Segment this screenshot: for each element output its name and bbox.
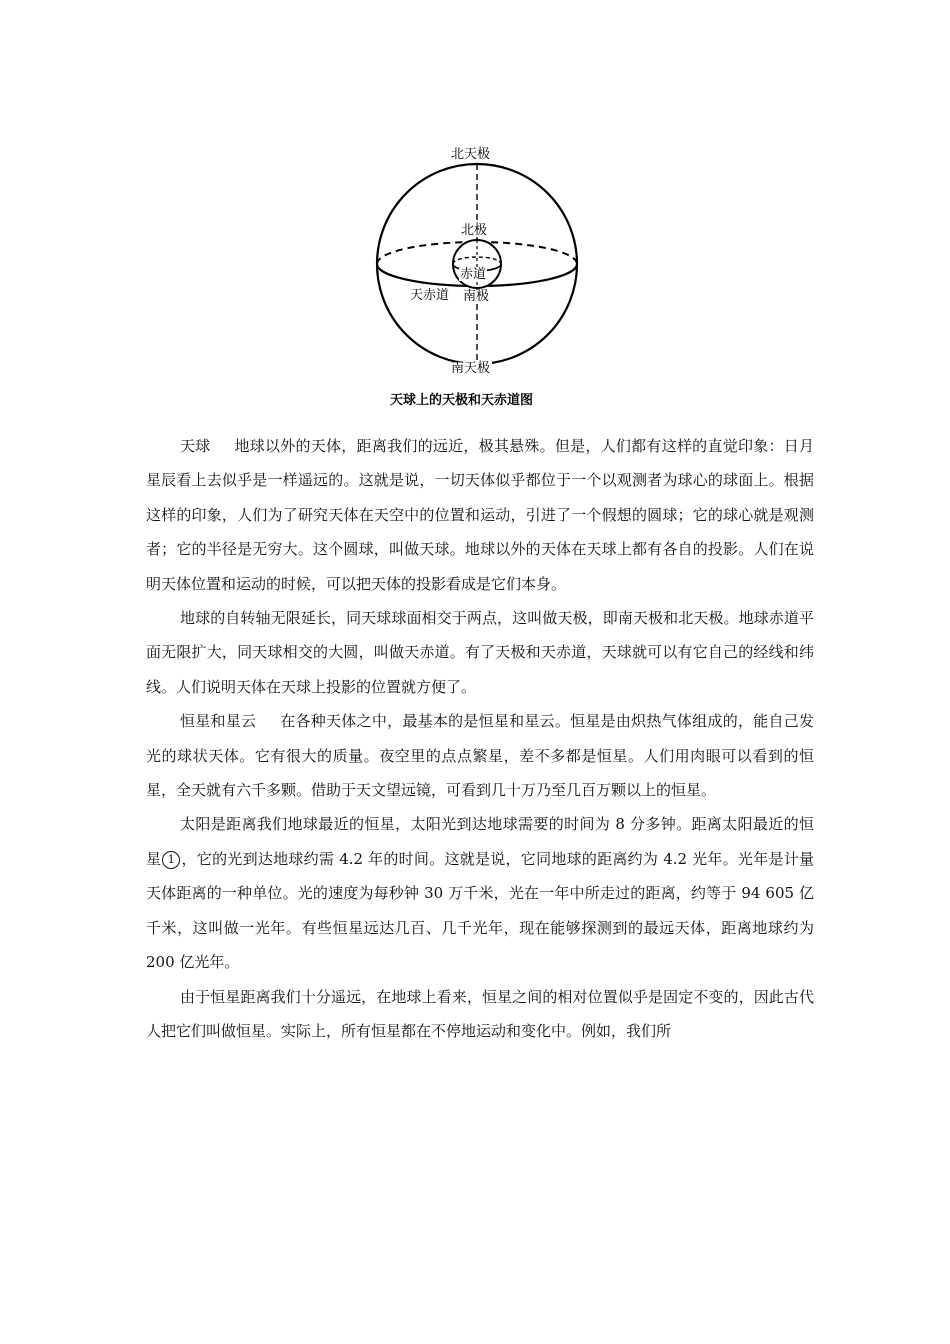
paragraph-celestial-sphere (146, 429, 814, 601)
celestial-equator-label: 天赤道 (410, 288, 450, 303)
north-celestial-pole-label: 北天极 (451, 147, 491, 162)
paragraph-text: 太阳是距离我们地球最近的恒星，太阳光到达地球需要的时间为 8 分多钟。距离太阳最近的恒星 (146, 815, 814, 868)
paragraph-text: ，它的光到达地球约需 4.2 年的时间。这就是说，它同地球的距离约为 4.2 光年。光年是计量天体距离的一种单位。光的速度为每秒钟 30 万千米，光在一年中所走过的距离，约等于 94 605 亿千米，这叫做一光年。有些恒星远达几百、几千光年，现在能够探测到的最远天体，距离地球约为 200 亿光年。 (146, 849, 814, 972)
south-celestial-pole-label: 南天极 (451, 361, 491, 376)
equator-label: 赤道 (460, 267, 487, 282)
body-text (146, 429, 814, 1048)
section-term: 天球 (180, 437, 211, 455)
celestial-sphere-diagram (370, 140, 590, 390)
section-term: 恒星和星云 (180, 712, 257, 731)
paragraph-text: 地球以外的天体，距离我们的远近，极其悬殊。但是，人们都有这样的直觉印象：日月星辰看上去似乎是一样遥远的。这就是说，一切天体似乎都位于一个以观测者为球心的球面上。根据这样的印象，人们为了研究天体在天空中的位置和运动，引进了一个假想的圆球；它的球心就是观测者；它的半径是无穷大。这个圆球，叫做天球。地球以外的天体在天球上都有各自的投影。人们在说明天体位置和运动的时候，可以把天体的投影看成是它们本身。 (146, 437, 814, 593)
paragraph-fixed-stars: 由于恒星距离我们十分遥远，在地球上看来，恒星之间的相对位置似乎是固定不变的，因此古代人把它们叫做恒星。实际上，所有恒星都在不停地运动和变化中。例如，我们所 (146, 987, 814, 1040)
north-pole-label: 北极 (461, 223, 488, 238)
paragraph-light-year (146, 807, 814, 979)
footnote-marker[interactable]: 1 (162, 851, 180, 869)
paragraph-text: 在各种天体之中，最基本的是恒星和星云。恒星是由炽热气体组成的，能自己发光的球状天体。它有很大的质量。夜空里的点点繁星，差不多都是恒星。人们用肉眼可以看到的恒星，全天就有六千多颗。借助于天文望远镜，可看到几十万乃至几百万颗以上的恒星。 (146, 712, 814, 800)
paragraph-stars-and-nebulae (146, 704, 814, 807)
paragraph-celestial-poles: 地球的自转轴无限延长，同天球球面相交于两点，这叫做天极，即南天极和北天极。地球赤道平面无限扩大，同天球相交的大圆，叫做天赤道。有了天极和天赤道，天球就可以有它自己的经线和纬线。人们说明天体在天球上投影的位置就方便了。 (146, 609, 814, 696)
south-pole-label: 南极 (463, 289, 490, 304)
celestial-sphere-figure (370, 140, 590, 410)
figure-caption: 天球上的天极和天赤道图 (390, 393, 534, 408)
